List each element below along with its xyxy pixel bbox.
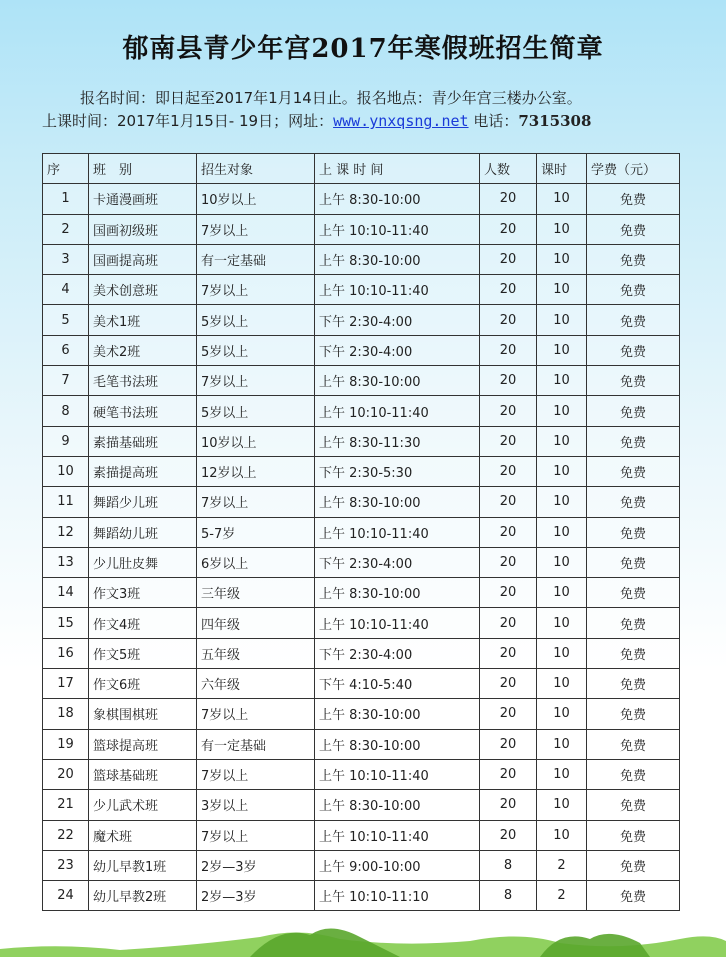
class-time-info	[42, 110, 591, 131]
fee: 免费	[587, 184, 680, 214]
class-hours: 2	[537, 881, 587, 911]
student-count: 20	[480, 638, 537, 668]
class-name: 素描提高班	[89, 456, 197, 486]
row-index: 6	[43, 335, 89, 365]
fee: 免费	[587, 517, 680, 547]
class-schedule-table	[42, 153, 680, 911]
table-row	[43, 699, 680, 729]
table-row	[43, 456, 680, 486]
table-row	[43, 426, 680, 456]
target-group: 7岁以上	[197, 699, 315, 729]
student-count: 20	[480, 759, 537, 789]
class-name: 幼儿早教1班	[89, 850, 197, 880]
row-index: 1	[43, 184, 89, 214]
row-index: 23	[43, 850, 89, 880]
student-count: 20	[480, 335, 537, 365]
class-name: 篮球基础班	[89, 759, 197, 789]
fee: 免费	[587, 366, 680, 396]
table-row	[43, 759, 680, 789]
target-group: 5-7岁	[197, 517, 315, 547]
target-group: 2岁—3岁	[197, 881, 315, 911]
table-row	[43, 608, 680, 638]
header-index: 序	[43, 154, 89, 184]
target-group: 三年级	[197, 578, 315, 608]
class-time: 上午 8:30-10:00	[315, 729, 480, 759]
header-hours: 课时	[537, 154, 587, 184]
fee: 免费	[587, 305, 680, 335]
class-time: 下午 2:30-4:00	[315, 547, 480, 577]
class-hours: 10	[537, 638, 587, 668]
target-group: 5岁以上	[197, 305, 315, 335]
class-hours: 10	[537, 487, 587, 517]
class-name: 硬笔书法班	[89, 396, 197, 426]
class-name: 舞蹈少儿班	[89, 487, 197, 517]
class-name: 素描基础班	[89, 426, 197, 456]
row-index: 13	[43, 547, 89, 577]
student-count: 20	[480, 547, 537, 577]
class-name: 篮球提高班	[89, 729, 197, 759]
student-count: 20	[480, 608, 537, 638]
header-count: 人数	[480, 154, 537, 184]
row-index: 2	[43, 214, 89, 244]
class-name: 美术创意班	[89, 275, 197, 305]
fee: 免费	[587, 487, 680, 517]
row-index: 9	[43, 426, 89, 456]
class-time: 下午 2:30-5:30	[315, 456, 480, 486]
class-name: 国画初级班	[89, 214, 197, 244]
class-hours: 10	[537, 456, 587, 486]
target-group: 5岁以上	[197, 396, 315, 426]
class-time: 上午 10:10-11:10	[315, 881, 480, 911]
table-row	[43, 366, 680, 396]
class-time: 上午 8:30-10:00	[315, 578, 480, 608]
class-name: 舞蹈幼儿班	[89, 517, 197, 547]
student-count: 20	[480, 699, 537, 729]
target-group: 7岁以上	[197, 214, 315, 244]
row-index: 11	[43, 487, 89, 517]
table-row	[43, 244, 680, 274]
row-index: 24	[43, 881, 89, 911]
page-title: 郁南县青少年宫2017年寒假班招生简章	[122, 34, 604, 64]
target-group: 五年级	[197, 638, 315, 668]
class-time: 下午 4:10-5:40	[315, 669, 480, 699]
class-name: 国画提高班	[89, 244, 197, 274]
class-hours: 10	[537, 426, 587, 456]
class-time: 上午 8:30-11:30	[315, 426, 480, 456]
row-index: 14	[43, 578, 89, 608]
class-time: 上午 10:10-11:40	[315, 608, 480, 638]
fee: 免费	[587, 850, 680, 880]
class-hours: 10	[537, 396, 587, 426]
class-time: 上午 10:10-11:40	[315, 759, 480, 789]
class-name: 作文5班	[89, 638, 197, 668]
target-group: 5岁以上	[197, 335, 315, 365]
student-count: 20	[480, 669, 537, 699]
student-count: 20	[480, 275, 537, 305]
target-group: 有一定基础	[197, 244, 315, 274]
fee: 免费	[587, 456, 680, 486]
class-name: 作文6班	[89, 669, 197, 699]
student-count: 20	[480, 214, 537, 244]
table-row	[43, 214, 680, 244]
row-index: 18	[43, 699, 89, 729]
table-row	[43, 275, 680, 305]
class-name: 毛笔书法班	[89, 366, 197, 396]
table-row	[43, 487, 680, 517]
fee: 免费	[587, 699, 680, 729]
header-target: 招生对象	[197, 154, 315, 184]
student-count: 20	[480, 244, 537, 274]
fee: 免费	[587, 669, 680, 699]
student-count: 20	[480, 456, 537, 486]
class-hours: 10	[537, 305, 587, 335]
class-time: 上午 8:30-10:00	[315, 184, 480, 214]
table-row	[43, 729, 680, 759]
table-row	[43, 547, 680, 577]
table-row	[43, 578, 680, 608]
class-time: 上午 8:30-10:00	[315, 790, 480, 820]
class-hours: 10	[537, 275, 587, 305]
class-time: 上午 10:10-11:40	[315, 275, 480, 305]
table-row	[43, 396, 680, 426]
class-name: 作文4班	[89, 608, 197, 638]
class-hours: 10	[537, 729, 587, 759]
row-index: 19	[43, 729, 89, 759]
class-time: 下午 2:30-4:00	[315, 638, 480, 668]
table-row	[43, 669, 680, 699]
header-class: 班 别	[89, 154, 197, 184]
class-hours: 10	[537, 669, 587, 699]
row-index: 20	[43, 759, 89, 789]
class-hours: 2	[537, 850, 587, 880]
class-name: 少儿肚皮舞	[89, 547, 197, 577]
class-time: 上午 9:00-10:00	[315, 850, 480, 880]
header-time: 上 课 时 间	[315, 154, 480, 184]
fee: 免费	[587, 244, 680, 274]
row-index: 4	[43, 275, 89, 305]
row-index: 21	[43, 790, 89, 820]
class-name: 魔术班	[89, 820, 197, 850]
row-index: 8	[43, 396, 89, 426]
target-group: 7岁以上	[197, 366, 315, 396]
class-name: 美术1班	[89, 305, 197, 335]
class-hours: 10	[537, 608, 587, 638]
website-link[interactable]: www.ynxqsng.net	[333, 112, 469, 130]
fee: 免费	[587, 790, 680, 820]
class-time: 下午 2:30-4:00	[315, 335, 480, 365]
row-index: 17	[43, 669, 89, 699]
fee: 免费	[587, 578, 680, 608]
fee: 免费	[587, 275, 680, 305]
table-row	[43, 638, 680, 668]
student-count: 20	[480, 820, 537, 850]
student-count: 20	[480, 184, 537, 214]
class-time: 上午 10:10-11:40	[315, 214, 480, 244]
table-row	[43, 850, 680, 880]
class-time: 上午 8:30-10:00	[315, 699, 480, 729]
row-index: 10	[43, 456, 89, 486]
target-group: 7岁以上	[197, 759, 315, 789]
fee: 免费	[587, 426, 680, 456]
fee: 免费	[587, 335, 680, 365]
row-index: 12	[43, 517, 89, 547]
target-group: 3岁以上	[197, 790, 315, 820]
class-time: 上午 10:10-11:40	[315, 820, 480, 850]
student-count: 20	[480, 517, 537, 547]
row-index: 15	[43, 608, 89, 638]
target-group: 有一定基础	[197, 729, 315, 759]
student-count: 20	[480, 396, 537, 426]
class-hours: 10	[537, 699, 587, 729]
phone-label: 电话：	[468, 112, 519, 130]
class-hours: 10	[537, 335, 587, 365]
fee: 免费	[587, 608, 680, 638]
table-row	[43, 881, 680, 911]
row-index: 22	[43, 820, 89, 850]
phone-number: 7315308	[518, 112, 592, 130]
class-time: 下午 2:30-4:00	[315, 305, 480, 335]
target-group: 7岁以上	[197, 487, 315, 517]
student-count: 20	[480, 790, 537, 820]
student-count: 8	[480, 850, 537, 880]
fee: 免费	[587, 820, 680, 850]
row-index: 7	[43, 366, 89, 396]
target-group: 6岁以上	[197, 547, 315, 577]
table-row	[43, 820, 680, 850]
student-count: 20	[480, 305, 537, 335]
class-name: 卡通漫画班	[89, 184, 197, 214]
class-time: 上午 8:30-10:00	[315, 366, 480, 396]
target-group: 2岁—3岁	[197, 850, 315, 880]
registration-info: 报名时间：即日起至2017年1月14日止。报名地点：青少年宫三楼办公室。	[80, 89, 582, 107]
target-group: 7岁以上	[197, 275, 315, 305]
table-row	[43, 335, 680, 365]
fee: 免费	[587, 396, 680, 426]
class-hours: 10	[537, 578, 587, 608]
student-count: 20	[480, 729, 537, 759]
class-hours: 10	[537, 184, 587, 214]
class-time-text: 上课时间：2017年1月15日- 19日；网址：	[42, 112, 334, 130]
class-hours: 10	[537, 790, 587, 820]
class-time: 上午 8:30-10:00	[315, 487, 480, 517]
table-row	[43, 790, 680, 820]
target-group: 7岁以上	[197, 820, 315, 850]
class-hours: 10	[537, 214, 587, 244]
class-hours: 10	[537, 759, 587, 789]
target-group: 12岁以上	[197, 456, 315, 486]
row-index: 3	[43, 244, 89, 274]
grass-decoration	[0, 917, 726, 957]
fee: 免费	[587, 547, 680, 577]
target-group: 10岁以上	[197, 184, 315, 214]
fee: 免费	[587, 638, 680, 668]
row-index: 16	[43, 638, 89, 668]
table-row	[43, 305, 680, 335]
class-hours: 10	[537, 366, 587, 396]
table-row	[43, 517, 680, 547]
target-group: 四年级	[197, 608, 315, 638]
fee: 免费	[587, 729, 680, 759]
class-name: 作文3班	[89, 578, 197, 608]
target-group: 六年级	[197, 669, 315, 699]
class-hours: 10	[537, 517, 587, 547]
fee: 免费	[587, 881, 680, 911]
student-count: 8	[480, 881, 537, 911]
student-count: 20	[480, 426, 537, 456]
class-time: 上午 8:30-10:00	[315, 244, 480, 274]
class-time: 上午 10:10-11:40	[315, 396, 480, 426]
class-name: 美术2班	[89, 335, 197, 365]
student-count: 20	[480, 366, 537, 396]
target-group: 10岁以上	[197, 426, 315, 456]
class-name: 幼儿早教2班	[89, 881, 197, 911]
class-name: 少儿武术班	[89, 790, 197, 820]
class-name: 象棋围棋班	[89, 699, 197, 729]
class-time: 上午 10:10-11:40	[315, 517, 480, 547]
class-hours: 10	[537, 820, 587, 850]
fee: 免费	[587, 759, 680, 789]
row-index: 5	[43, 305, 89, 335]
class-hours: 10	[537, 244, 587, 274]
class-hours: 10	[537, 547, 587, 577]
table-header-row	[43, 154, 680, 184]
table-row	[43, 184, 680, 214]
student-count: 20	[480, 578, 537, 608]
student-count: 20	[480, 487, 537, 517]
fee: 免费	[587, 214, 680, 244]
header-fee: 学费（元）	[587, 154, 680, 184]
